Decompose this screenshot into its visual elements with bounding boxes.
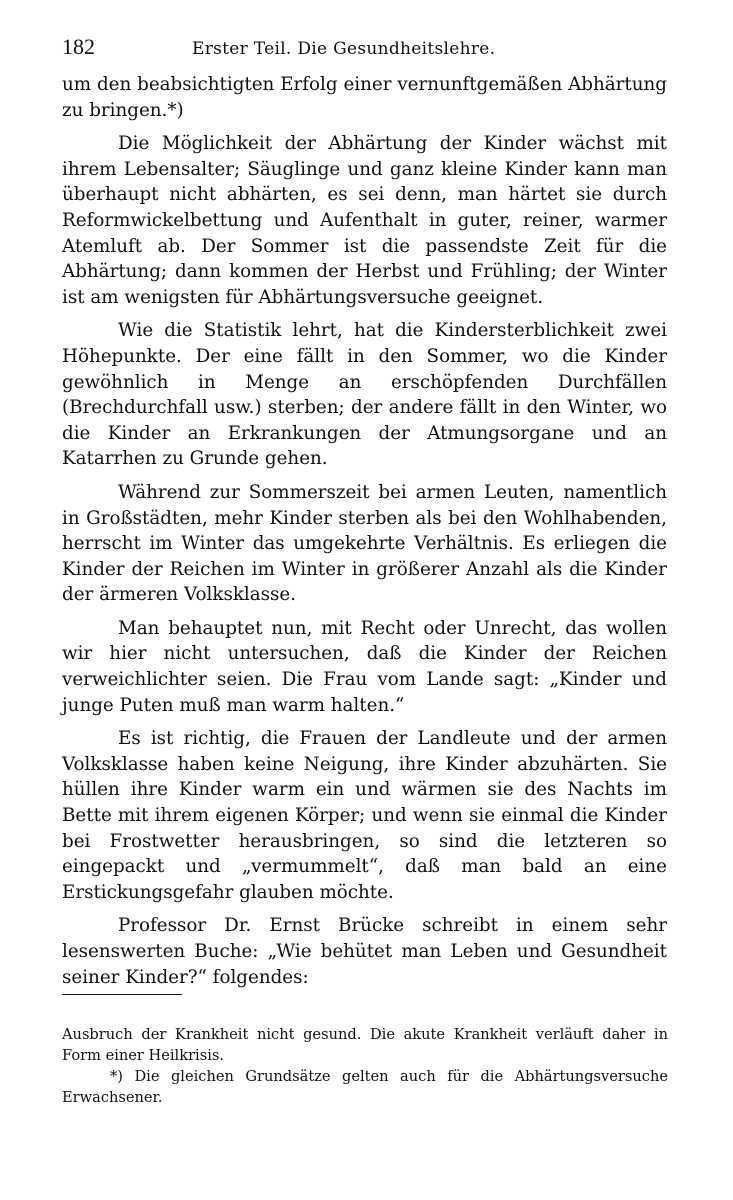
footnote: *) Die gleichen Grundsätze gelten auch für die Abhärtungsversuche Erwachsener. xyxy=(62,1068,668,1106)
paragraph: Während zur Sommerszeit bei armen Leuten, namentlich in Großstädten, mehr Kinder sterben als bei den Wohlhabenden, herrscht im Winter das umgekehrte Verhältnis. Es erliegen die Kinder der Reichen im Winter in größerer Anzahl als die Kinder der ärmeren Volksklasse. xyxy=(62,481,667,606)
footnotes xyxy=(62,1024,668,1108)
page-number: 182 xyxy=(62,34,95,59)
paragraph-continued: um den beabsichtigten Erfolg einer vernunftgemäßen Abhärtung zu bringen.*) xyxy=(62,74,667,121)
running-head xyxy=(62,34,667,72)
footnote-continued: Ausbruch der Krankheit nicht gesund. Die akute Krankheit verläuft daher in Form einer Heilkrisis. xyxy=(62,1026,668,1064)
paragraph: Die Möglichkeit der Abhärtung der Kinder wächst mit ihrem Lebensalter; Säuglinge und ganz kleine Kinder kann man überhaupt nicht abhärten, es sei denn, man härtet sie durch Reformwickelbettung und Aufenthalt in guter, reiner, warmer Atemluft ab. Der Sommer ist die passendste Zeit für die Abhärtung; dann kommen der Herbst und Frühling; der Winter ist am wenigsten für Abhärtungsversuche geeignet. xyxy=(62,133,667,308)
paragraph: Es ist richtig, die Frauen der Landleute und der armen Volksklasse haben keine Neigung, ihre Kinder abzuhärten. Sie hüllen ihre Kinder warm ein und wärmen sie des Nachts im Bette mit ihrem eigenen Körper; und wenn sie einmal die Kinder bei Frostwetter herausbringen, so sind die letzteren so eingepackt und „vermummelt“, daß man bald an eine Erstickungsgefahr glauben möchte. xyxy=(62,728,667,903)
paragraph: Wie die Statistik lehrt, hat die Kindersterblichkeit zwei Höhepunkte. Der eine fällt in den Sommer, wo die Kinder gewöhnlich in Menge an erschöpfenden Durchfällen (Brechdurchfall usw.) sterben; der andere fällt in den Winter, wo die Kinder an Erkrankungen der Atmungsorgane und an Katarrhen zu Grunde gehen. xyxy=(62,320,667,470)
footnote-divider xyxy=(62,994,182,995)
paragraph: Professor Dr. Ernst Brücke schreibt in einem sehr lesenswerten Buche: „Wie behütet man Leben und Gesundheit seiner Kinder?“ folgendes: xyxy=(62,915,667,988)
body-text xyxy=(62,72,667,990)
paragraph: Man behauptet nun, mit Recht oder Unrecht, das wollen wir hier nicht untersuchen, daß die Kinder der Reichen verweichlichter seien. Die Frau vom Lande sagt: „Kinder und junge Puten muß man warm halten.“ xyxy=(62,617,667,716)
running-title: Erster Teil. Die Gesundheitslehre. xyxy=(192,39,496,59)
